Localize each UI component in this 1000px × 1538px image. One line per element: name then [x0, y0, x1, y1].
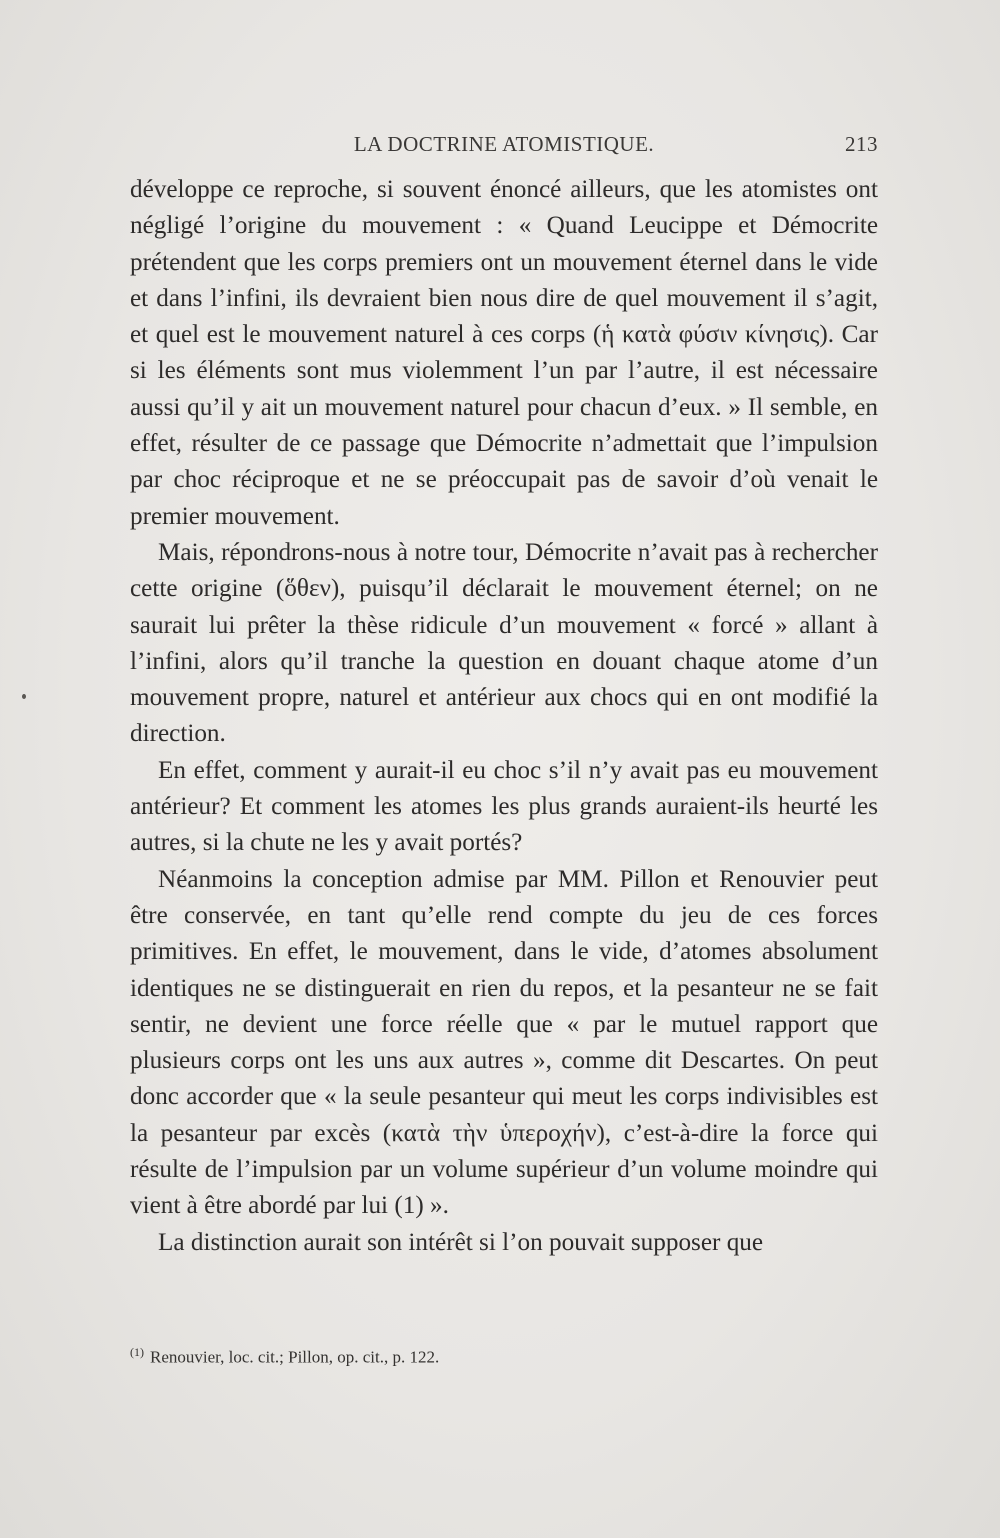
footnote-marker: (1) [130, 1345, 144, 1359]
paragraph-3: En effet, comment y aurait-il eu choc s’il n’y avait pas eu mouvement antérieur? Et comment les atomes les plus grands auraient-ils heurté les autres, si la chute ne les y avait portés? [130, 756, 878, 857]
page-number: 213 [845, 132, 878, 156]
page-header [130, 132, 878, 162]
body-text [130, 172, 878, 1261]
footnote [130, 1345, 878, 1368]
paragraph-4: Néanmoins la conception admise par MM. Pillon et Renouvier peut être conservée, en tant qu’elle rend compte du jeu de ces forces primitives. En effet, le mouvement, dans le vide, d’atomes absolument identiques ne se distinguerait en rien du repos, et la pesanteur ne se fait sentir, ne devient une force réelle que « par le mutuel rapport que plusieurs corps ont les uns aux autres », comme dit Descartes. On peut donc accorder que « la seule pesanteur qui meut les corps indivisibles est la pesanteur par excès (κατὰ τὴν ὑπεροχήν), c’est-à-dire la force qui résulte de l’impulsion par un volume supérieur d’un volume moindre qui vient à être abordé par lui (1) ». [130, 865, 878, 1220]
footnote-text: Renouvier, loc. cit.; Pillon, op. cit., p. 122. [150, 1347, 440, 1367]
paragraph-1: développe ce reproche, si souvent énoncé ailleurs, que les atomistes ont négligé l’origine du mouvement : « Quand Leucippe et Démocrite prétendent que les corps premiers ont un mouvement éternel dans le vide et dans l’infini, ils devraient bien nous dire de quel mouvement il s’agit, et quel est le mouvement naturel à ces corps (ἡ κατὰ φύσιν κίνησις). Car si les éléments sont mus violemment l’un par l’autre, il est nécessaire aussi qu’il y ait un mouvement naturel pour chacun d’eux. » Il semble, en effet, résulter de ce passage que Démocrite n’admettait que l’impulsion par choc réciproque et ne se préoccupait pas de savoir d’où venait le premier mouvement. [130, 176, 878, 530]
stray-ink-mark [22, 694, 26, 699]
paragraph-5: La distinction aurait son intérêt si l’on pouvait supposer que [158, 1228, 764, 1256]
running-title: LA DOCTRINE ATOMISTIQUE. [353, 132, 655, 156]
paragraph-2: Mais, répondrons-nous à notre tour, Démocrite n’avait pas à rechercher cette origine (ὅθεν), puisqu’il déclarait le mouvement éternel; on ne saurait lui prêter la thèse ridicule d’un mouvement « forcé » allant à l’infini, alors qu’il tranche la question en douant chaque atome d’un mouvement propre, naturel et antérieur aux chocs qui en ont modifié la direction. [130, 538, 878, 748]
